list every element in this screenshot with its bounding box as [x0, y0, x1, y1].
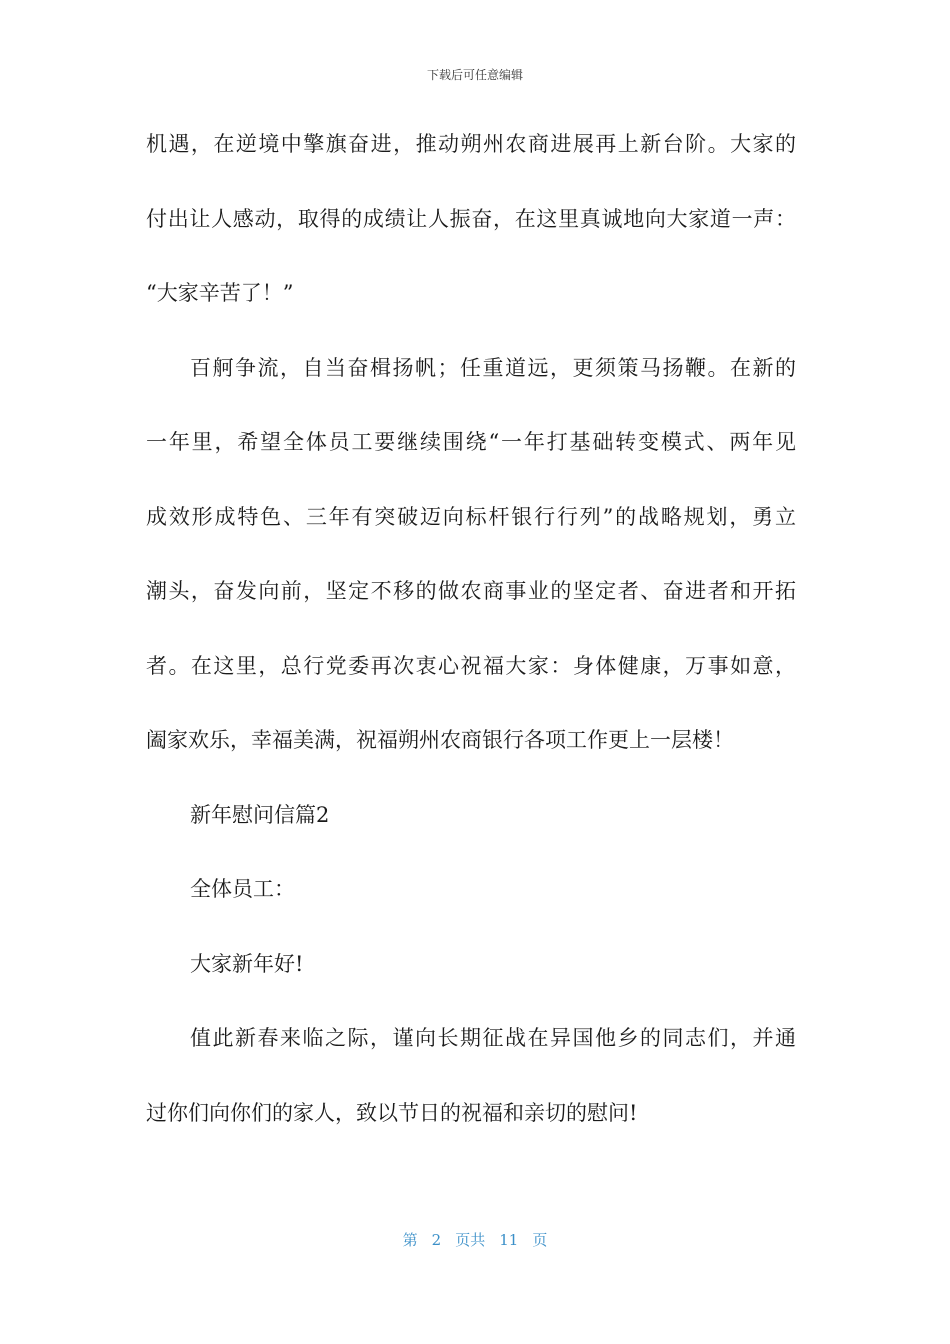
- paragraph-line: 过你们向你们的家人，致以节日的祝福和亲切的慰问!: [146, 1100, 638, 1125]
- paragraph-line: 付出让人感动，取得的成绩让人振奋，在这里真诚地向大家道一声：: [146, 206, 796, 231]
- section-heading: 新年慰问信篇2: [190, 802, 330, 827]
- paragraph-line: 潮头，奋发向前，坚定不移的做农商事业的坚定者、奋进者和开拓: [146, 579, 796, 603]
- footer-current-page: 2: [431, 1231, 442, 1249]
- paragraph-line: 值此新春来临之际，谨向长期征战在异国他乡的同志们，并通: [190, 1026, 796, 1050]
- paragraph-line: 一年里，希望全体员工要继续围绕“一年打基础转变模式、两年见: [146, 430, 796, 454]
- footer-suffix: 页: [532, 1231, 548, 1249]
- footer-prefix: 第: [402, 1231, 418, 1249]
- page-footer: [0, 1229, 950, 1250]
- salutation: 全体员工：: [190, 877, 295, 901]
- header-note: 下载后可任意编辑: [426, 68, 523, 82]
- paragraph-line: 百舸争流，自当奋楫扬帆；任重道远，更须策马扬鞭。在新的: [190, 355, 796, 380]
- footer-total-pages: 11: [499, 1231, 519, 1249]
- paragraph-line: 机遇，在逆境中擎旗奋进，推动朔州农商进展再上新台阶。大家的: [146, 132, 796, 156]
- body-text: [146, 126, 796, 1169]
- paragraph-line: 成效形成特色、三年有突破迈向标杆银行行列”的战略规划，勇立: [146, 504, 796, 529]
- paragraph-line: 者。在这里，总行党委再次衷心祝福大家：身体健康，万事如意，: [146, 653, 796, 678]
- paragraph-line: 阖家欢乐，幸福美满，祝福朔州农商银行各项工作更上一层楼！: [146, 728, 734, 752]
- greeting: 大家新年好!: [190, 951, 304, 976]
- footer-middle: 页共: [455, 1231, 486, 1249]
- paragraph-line: “大家辛苦了！”: [146, 281, 294, 305]
